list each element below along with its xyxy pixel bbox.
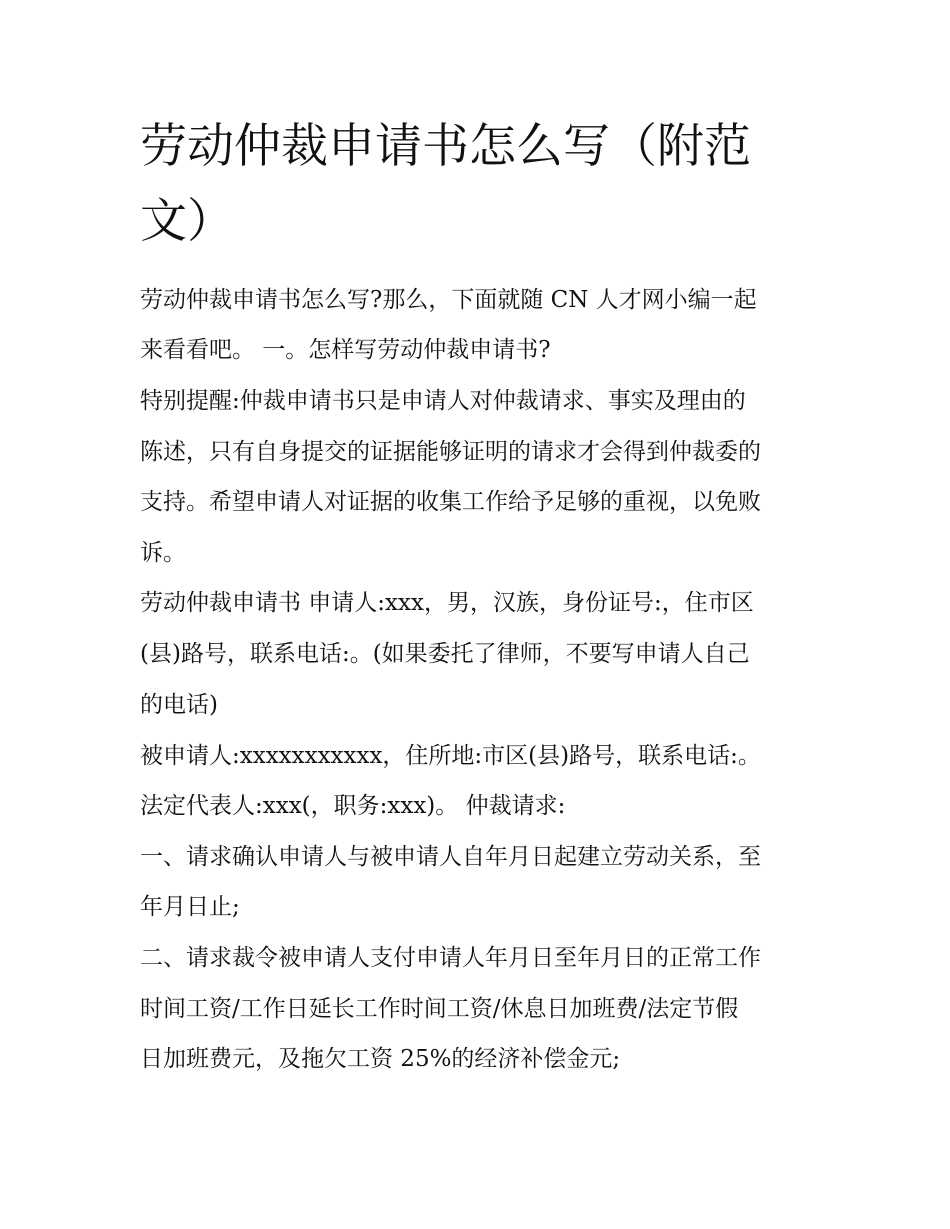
body-line-4: 陈述，只有自身提交的证据能够证明的请求才会得到仲裁委的	[140, 439, 761, 465]
body-line-7: 劳动仲裁申请书 申请人:xxx，男，汉族，身份证号:，住市区	[140, 590, 754, 616]
body-line-8: (县)路号，联系电话:。(如果委托了律师，不要写申请人自己	[140, 641, 750, 667]
body-line-11: 法定代表人:xxx(，职务:xxx)。 仲裁请求:	[140, 793, 566, 819]
body-line-12: 一、请求确认申请人与被申请人自年月日起建立劳动关系，至	[140, 844, 761, 870]
body-line-13: 年月日止;	[140, 894, 240, 920]
document-title-line-1: 劳动仲裁申请书怎么写（附范	[140, 119, 751, 174]
body-line-10: 被申请人:xxxxxxxxxxx，住所地:市区(县)路号，联系电话:。	[140, 743, 761, 769]
body-line-16: 日加班费元，及拖欠工资 25%的经济补偿金元;	[140, 1046, 621, 1072]
body-line-2: 来看看吧。 一。怎样写劳动仲裁申请书?	[140, 337, 551, 363]
body-line-15: 时间工资/工作日延长工作时间工资/休息日加班费/法定节假	[140, 996, 739, 1022]
body-line-6: 诉。	[140, 540, 186, 566]
body-line-1: 劳动仲裁申请书怎么写?那么，下面就随 CN 人才网小编一起	[140, 287, 757, 313]
body-line-5: 支持。希望申请人对证据的收集工作给予足够的重视，以免败	[140, 489, 761, 515]
body-line-14: 二、请求裁令被申请人支付申请人年月日至年月日的正常工作	[140, 945, 761, 971]
body-line-3: 特别提醒:仲裁申请书只是申请人对仲裁请求、事实及理由的	[140, 388, 746, 414]
body-line-9: 的电话)	[140, 692, 218, 718]
document-title-line-2: 文）	[140, 194, 234, 249]
